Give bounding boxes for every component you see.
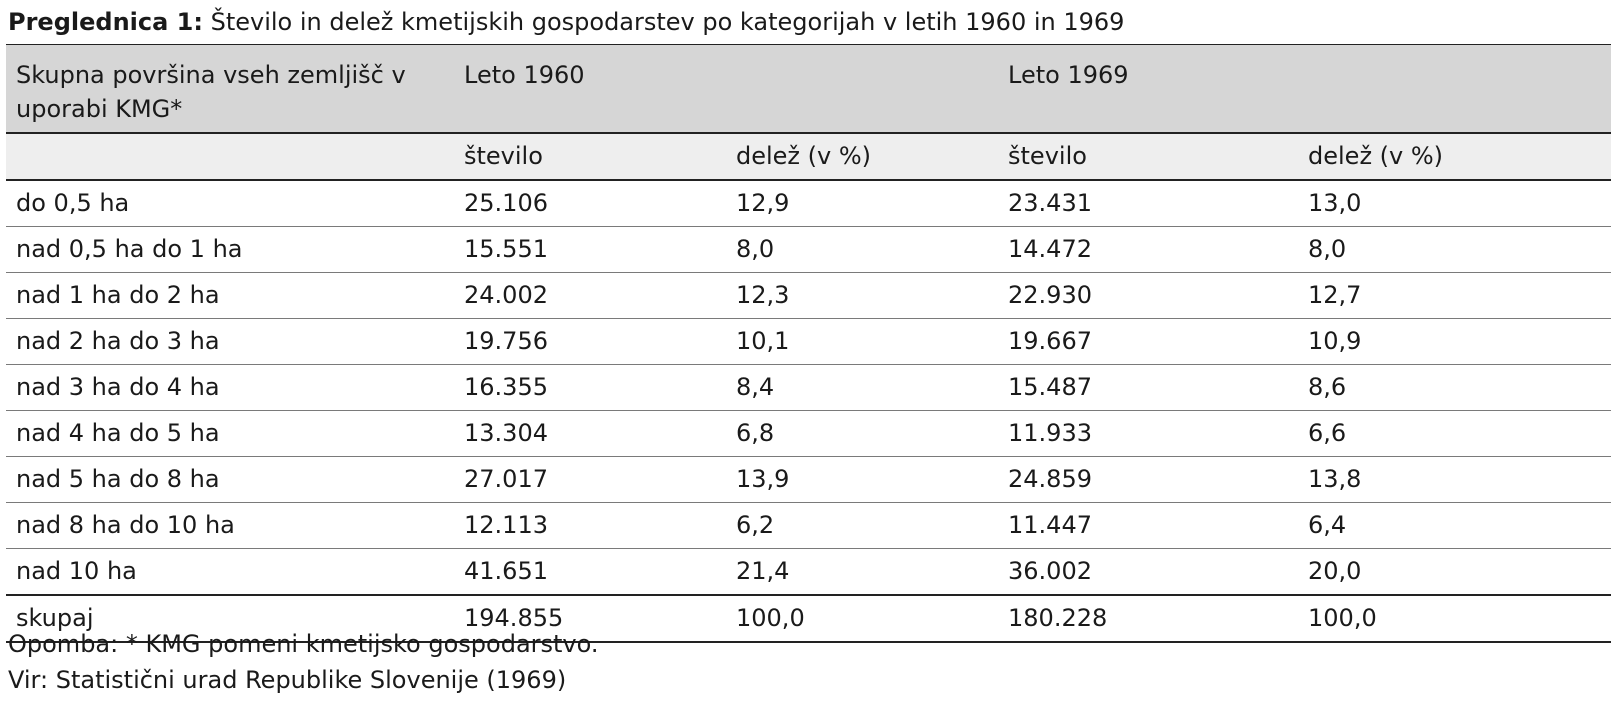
total-count-1969: 180.228 — [1008, 595, 1308, 642]
footnote-note: Opomba: * KMG pomeni kmetijsko gospodarstvo. — [8, 630, 599, 658]
subheader-share-1969: delež (v %) — [1308, 133, 1611, 180]
cell-count-1960: 12.113 — [464, 502, 736, 548]
cell-share-1969: 12,7 — [1308, 272, 1611, 318]
total-share-1960: 100,0 — [736, 595, 1008, 642]
cell-count-1960: 27.017 — [464, 456, 736, 502]
subheader-count-1960: število — [464, 133, 736, 180]
cell-share-1969: 20,0 — [1308, 556, 1362, 585]
cell-share-1960: 13,9 — [736, 456, 1008, 502]
cell-category: nad 5 ha do 8 ha — [6, 456, 464, 502]
table-row — [6, 272, 1611, 318]
cell-share-1960: 6,8 — [736, 410, 1008, 456]
cell-count-1960: 41.651 — [464, 556, 548, 585]
cell-share-1960: 8,0 — [736, 226, 1008, 272]
cell-category: nad 4 ha do 5 ha — [6, 410, 464, 456]
table-row — [6, 410, 1611, 456]
cell-share-1969: 6,4 — [1308, 502, 1611, 548]
cell-count-1969: 22.930 — [1008, 272, 1308, 318]
footnote-source: Vir: Statistični urad Republike Slovenije (1969) — [8, 666, 567, 694]
header-year-1969: Leto 1969 — [1008, 45, 1611, 133]
cell-count-1969: 15.487 — [1008, 364, 1308, 410]
cell-category: nad 10 ha — [16, 556, 137, 585]
table-row — [6, 502, 1611, 548]
cell-count-1960: 16.355 — [464, 364, 736, 410]
table-row — [6, 548, 1611, 595]
cell-count-1960: 19.756 — [464, 318, 736, 364]
cell-share-1969: 8,6 — [1308, 364, 1611, 410]
cell-count-1960: 25.106 — [464, 180, 736, 227]
cell-count-1960: 15.551 — [464, 226, 736, 272]
cell-share-1960: 8,4 — [736, 364, 1008, 410]
cell-share-1960: 10,1 — [736, 318, 1008, 364]
cell-share-1960: 12,9 — [736, 180, 1008, 227]
cell-category: nad 3 ha do 4 ha — [6, 364, 464, 410]
cell-count-1969: 11.447 — [1008, 502, 1308, 548]
cell-count-1969: 19.667 — [1008, 318, 1308, 364]
cell-share-1969: 8,0 — [1308, 226, 1611, 272]
caption-text: Število in delež kmetijskih gospodarstev po kategorijah v letih 1960 in 1969 — [210, 8, 1125, 36]
farm-holdings-table — [6, 44, 1611, 643]
cell-share-1960: 21,4 — [736, 556, 790, 585]
total-count-1960: 194.855 — [464, 595, 736, 642]
subheader-count-1969: število — [1008, 133, 1308, 180]
cell-count-1969: 24.859 — [1008, 456, 1308, 502]
cell-count-1969: 14.472 — [1008, 226, 1308, 272]
cell-share-1969: 13,8 — [1308, 456, 1611, 502]
table-subheader-row — [6, 133, 1611, 180]
cell-count-1960: 24.002 — [464, 272, 736, 318]
cell-share-1969: 10,9 — [1308, 318, 1611, 364]
total-share-1969: 100,0 — [1308, 595, 1611, 642]
cell-share-1960: 6,2 — [736, 502, 1008, 548]
header-year-1960: Leto 1960 — [464, 45, 1008, 133]
table-header-row — [6, 45, 1611, 133]
cell-count-1969: 23.431 — [1008, 180, 1308, 227]
table-caption — [8, 6, 1124, 38]
cell-category: nad 2 ha do 3 ha — [6, 318, 464, 364]
subheader-share-1960: delež (v %) — [736, 133, 1008, 180]
cell-count-1969: 36.002 — [1008, 556, 1092, 585]
cell-count-1960: 13.304 — [464, 410, 736, 456]
table-footnotes — [8, 626, 599, 698]
cell-category: nad 0,5 ha do 1 ha — [6, 226, 464, 272]
caption-label: Preglednica 1: — [8, 8, 203, 36]
cell-share-1969: 13,0 — [1308, 180, 1611, 227]
subheader-empty — [6, 133, 464, 180]
header-category: Skupna površina vseh zemljišč v uporabi KMG* — [6, 45, 464, 133]
cell-share-1969: 6,6 — [1308, 410, 1611, 456]
total-category: skupaj — [6, 595, 464, 642]
table-row — [6, 318, 1611, 364]
cell-count-1969: 11.933 — [1008, 410, 1308, 456]
table-row — [6, 180, 1611, 227]
table-row — [6, 226, 1611, 272]
cell-category: nad 8 ha do 10 ha — [6, 502, 464, 548]
cell-category: nad 1 ha do 2 ha — [6, 272, 464, 318]
table-row — [6, 364, 1611, 410]
cell-share-1960: 12,3 — [736, 272, 1008, 318]
cell-category: do 0,5 ha — [6, 180, 464, 227]
table-row — [6, 456, 1611, 502]
